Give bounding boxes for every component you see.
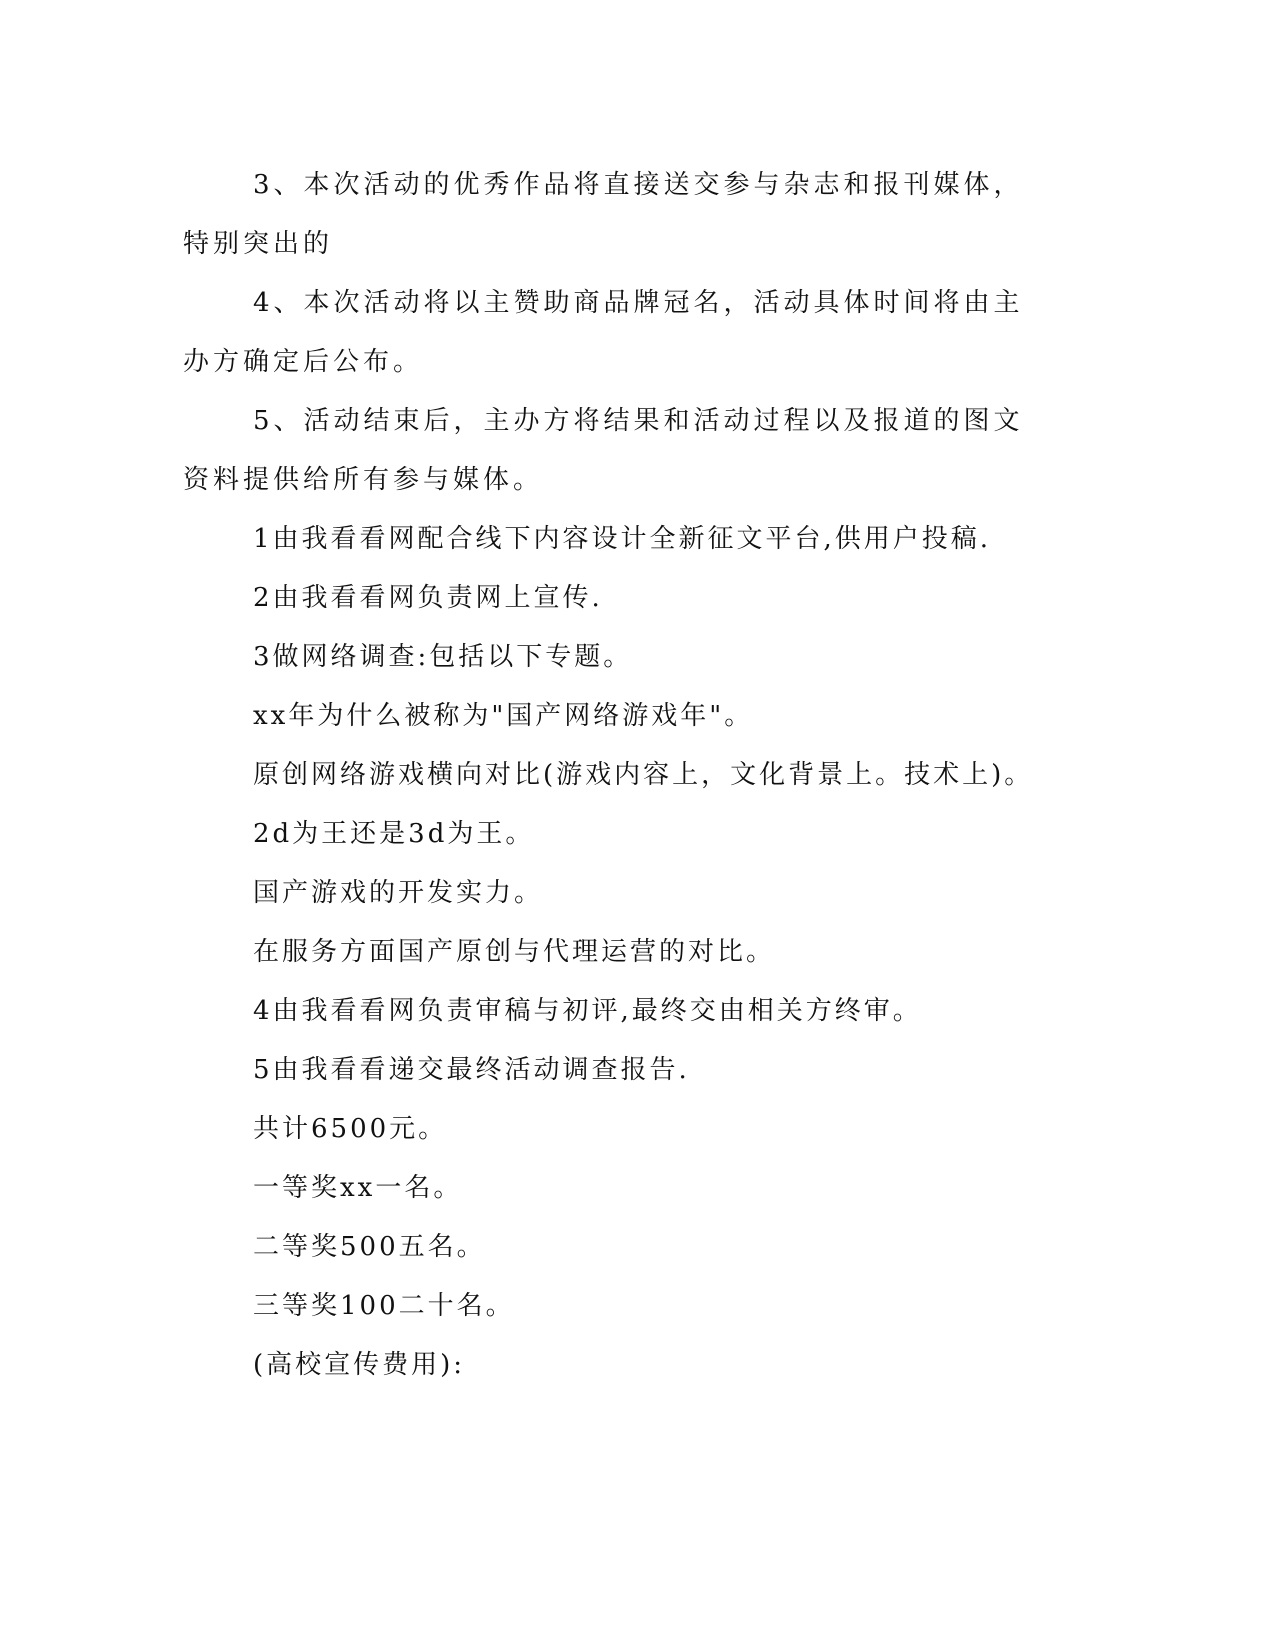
plan-item-3: 3做网络调查:包括以下专题。: [253, 642, 633, 672]
plan-item-2: 2由我看看网负责网上宣传.: [253, 583, 603, 613]
survey-topic-4: 国产游戏的开发实力。: [253, 878, 544, 908]
survey-topic-1: xx年为什么被称为"国产网络游戏年"。: [253, 701, 754, 731]
prize-first: 一等奖xx一名。: [253, 1173, 463, 1203]
paragraph-item-4: 4、本次活动将以主赞助商品牌冠名，活动具体时间将由主办方确定后公布。: [183, 288, 1024, 377]
plan-item-4: 4由我看看网负责审稿与初评,最终交由相关方终审。: [253, 996, 922, 1026]
paragraph-item-5: 5、活动结束后，主办方将结果和活动过程以及报道的图文资料提供给所有参与媒体。: [183, 406, 1024, 495]
budget-total: 共计6500元。: [253, 1114, 448, 1144]
plan-item-1: 1由我看看网配合线下内容设计全新征文平台,供用户投稿.: [253, 524, 992, 554]
campus-promotion-cost-heading: (高校宣传费用):: [253, 1350, 466, 1380]
prize-second: 二等奖500五名。: [253, 1232, 486, 1262]
plan-item-5: 5由我看看递交最终活动调查报告.: [253, 1055, 690, 1085]
survey-topic-5: 在服务方面国产原创与代理运营的对比。: [253, 937, 776, 967]
paragraph-item-3: 3、本次活动的优秀作品将直接送交参与杂志和报刊媒体，特别突出的: [183, 170, 1024, 259]
survey-topic-3: 2d为王还是3d为王。: [253, 819, 535, 849]
prize-third: 三等奖100二十名。: [253, 1291, 515, 1321]
document-body: [183, 156, 1053, 1395]
survey-topic-2: 原创网络游戏横向对比(游戏内容上，文化背景上。技术上)。: [253, 760, 1034, 790]
